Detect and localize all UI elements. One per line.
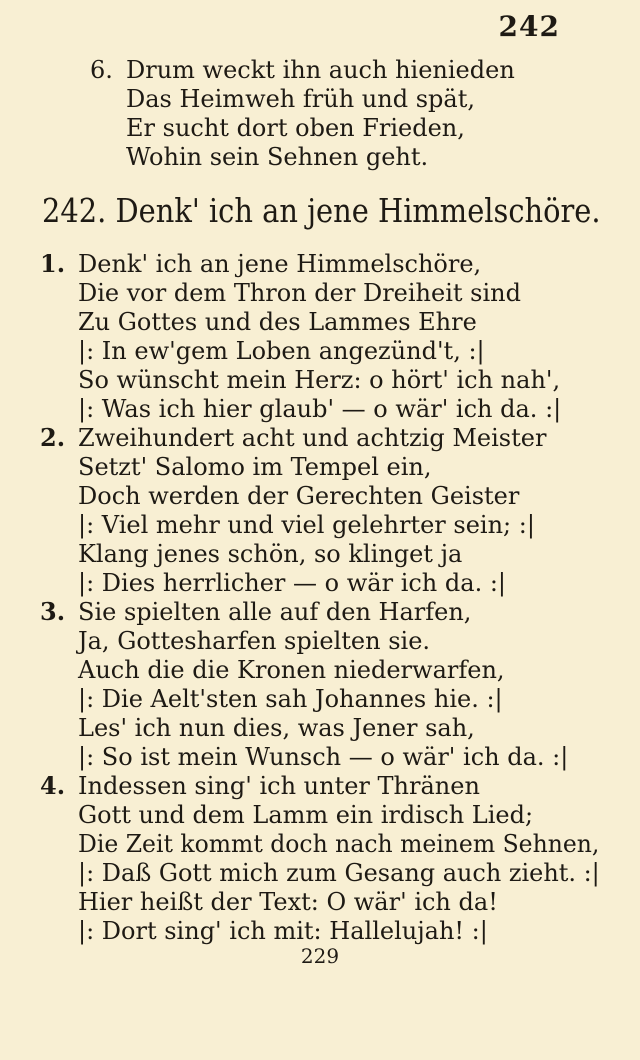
verse-line: |: So ist mein Wunsch — o wär' ich da. :| xyxy=(78,743,569,771)
verse-line: Indessen sing' ich unter Thränen xyxy=(78,772,480,800)
hymn-number: 242. xyxy=(42,191,107,230)
verse-line: |: Die Aelt'sten sah Johannes hie. :| xyxy=(78,685,503,713)
prev-verse-line: Er sucht dort oben Frieden, xyxy=(126,114,465,142)
verse-line: Setzt' Salomo im Tempel ein, xyxy=(78,453,432,481)
verse-number: 1. xyxy=(40,249,66,278)
prev-verse-line: Drum weckt ihn auch hienieden xyxy=(126,56,515,84)
verse-line: Doch werden der Gerechten Geister xyxy=(78,482,520,510)
verse-line: |: Dort sing' ich mit: Hallelujah! :| xyxy=(78,917,488,945)
verse-line: Die Zeit kommt doch nach meinem Sehnen, xyxy=(78,830,600,858)
verse-line: Zweihundert acht und achtzig Meister xyxy=(78,424,547,452)
verse-line: Ja, Gottesharfen spielten sie. xyxy=(78,627,431,655)
prev-verse-line: Das Heimweh früh und spät, xyxy=(126,85,475,113)
verse-line: |: In ew'gem Loben angezünd't, :| xyxy=(78,337,485,365)
verse-line: |: Daß Gott mich zum Gesang auch zieht. :| xyxy=(78,859,600,887)
hymn-title: Denk' ich an jene Himmelschöre. xyxy=(115,191,601,230)
verse-line: So wünscht mein Herz: o hört' ich nah', xyxy=(78,366,561,394)
verse-number: 4. xyxy=(40,771,66,800)
verse-number: 3. xyxy=(40,597,66,626)
verse-line: Auch die die Kronen niederwarfen, xyxy=(78,656,505,684)
verse-line: Denk' ich an jene Himmelschöre, xyxy=(78,250,482,278)
verse-line: Die vor dem Thron der Dreiheit sind xyxy=(78,279,521,307)
verse-line: Zu Gottes und des Lammes Ehre xyxy=(78,308,477,336)
running-head-hymn-number: 242 xyxy=(498,10,560,43)
prev-verse-line: Wohin sein Sehnen geht. xyxy=(126,143,429,171)
hymn-heading xyxy=(42,192,601,230)
verse-line: Sie spielten alle auf den Harfen, xyxy=(78,598,472,626)
verse-line: Klang jenes schön, so klinget ja xyxy=(78,540,463,568)
verse-line: |: Dies herrlicher — o wär ich da. :| xyxy=(78,569,506,597)
verse-number: 2. xyxy=(40,423,66,452)
verse-line: Gott und dem Lamm ein irdisch Lied; xyxy=(78,801,534,829)
page-number: 229 xyxy=(300,944,340,968)
verse-line: |: Viel mehr und viel gelehrter sein; :| xyxy=(78,511,535,539)
prev-verse-number: 6. xyxy=(90,56,113,84)
verse-line: Hier heißt der Text: O wär' ich da! xyxy=(78,888,498,916)
verse-line: Les' ich nun dies, was Jener sah, xyxy=(78,714,475,742)
verse-line: |: Was ich hier glaub' — o wär' ich da. :| xyxy=(78,395,562,423)
